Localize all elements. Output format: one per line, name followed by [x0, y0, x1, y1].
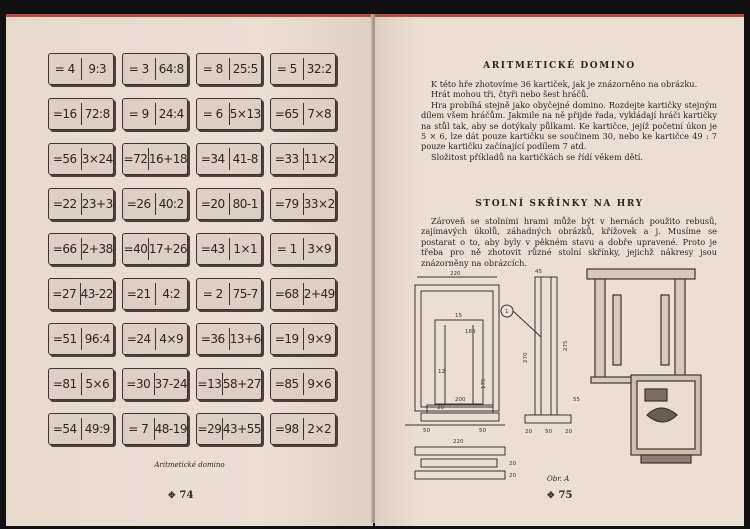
- domino-tile: [270, 413, 336, 445]
- domino-result: =40: [123, 242, 148, 256]
- domino-tile: [270, 53, 336, 85]
- domino-tile: [270, 143, 336, 175]
- dim-side-20a: 20: [525, 429, 532, 435]
- figure-caption: Aritmetické domino: [154, 461, 225, 469]
- dim-plan-20b: 20: [509, 473, 516, 479]
- page-number-left: [168, 490, 193, 501]
- domino-result: =43: [200, 242, 225, 256]
- paragraph: Hra probíhá stejně jako obyčejné domino. Rozdejte kartičky stejným dílem všem hráčům. Jakmile na ně přijde řada, vykládají hráči kartičky na stůl tak, aby se dotýkaly půlkami. Ke kartičce, jejíž početní úkon je 5 × 6, lze dát pouze kartičku se součinem 30, nebo ke kartičce 49 : 7 pouze kartičku začínající podílem 7 atd.: [421, 99, 717, 152]
- domino-expression: 3×24: [81, 152, 113, 166]
- domino-tile: [196, 278, 262, 310]
- domino-tile: [196, 368, 262, 400]
- domino-expression: 25:5: [232, 62, 258, 76]
- dim-center-15: 15: [455, 313, 462, 319]
- domino-tile: [48, 188, 114, 220]
- domino-expression: 2+49: [303, 287, 335, 301]
- domino-expression: 43+55: [222, 422, 261, 436]
- domino-result: =36: [200, 332, 225, 346]
- domino-expression: 96:4: [84, 332, 110, 346]
- domino-expression: 1×1: [233, 242, 258, 256]
- domino-result: =81: [52, 377, 77, 391]
- domino-result: =16: [52, 107, 77, 121]
- domino-tile: [48, 53, 114, 85]
- domino-tile: [196, 188, 262, 220]
- domino-tile: [122, 143, 188, 175]
- paragraph-domino-rules: [421, 79, 717, 162]
- domino-expression: 72:8: [84, 107, 110, 121]
- domino-tile: [48, 413, 114, 445]
- domino-result: =33: [274, 152, 299, 166]
- domino-result: =65: [274, 107, 299, 121]
- domino-tile: [196, 98, 262, 130]
- domino-tile: [122, 413, 188, 445]
- domino-tile: [196, 233, 262, 265]
- domino-result: =21: [126, 287, 151, 301]
- figure-label: Obr. A: [547, 475, 570, 483]
- domino-result: = 9: [128, 107, 149, 121]
- paragraph-skrinky: [421, 216, 717, 268]
- domino-expression: 5×6: [85, 377, 110, 391]
- domino-expression: 49:9: [84, 422, 110, 436]
- domino-result: =29: [197, 422, 222, 436]
- domino-tile: [196, 413, 262, 445]
- dim-center-180: 180: [465, 329, 476, 335]
- domino-result: =54: [52, 422, 77, 436]
- domino-result: =26: [126, 197, 151, 211]
- domino-expression: 23+3: [81, 197, 113, 211]
- domino-expression: 75-7: [232, 287, 258, 301]
- domino-expression: 64:8: [158, 62, 184, 76]
- domino-expression: 9×6: [307, 377, 332, 391]
- side-view-drawing: [501, 269, 580, 435]
- domino-result: = 6: [202, 107, 223, 121]
- ornament-icon: ✥: [168, 491, 176, 501]
- domino-tile: [48, 143, 114, 175]
- domino-expression: 9:3: [88, 62, 107, 76]
- domino-tile: [48, 323, 114, 355]
- domino-result: =24: [126, 332, 151, 346]
- domino-expression: 2×2: [307, 422, 332, 436]
- domino-result: = 5: [276, 62, 297, 76]
- domino-result: = 4: [54, 62, 75, 76]
- domino-tile: [122, 323, 188, 355]
- domino-tile: [270, 368, 336, 400]
- domino-result: =72: [123, 152, 148, 166]
- technical-drawings: [375, 265, 744, 505]
- domino-expression: 80-1: [232, 197, 258, 211]
- domino-result: = 7: [128, 422, 149, 436]
- domino-expression: 37-24: [154, 377, 187, 391]
- ornament-icon: ✥: [547, 491, 555, 501]
- dim-height-275: 275: [563, 340, 569, 351]
- right-page: [375, 14, 744, 526]
- domino-result: =79: [274, 197, 299, 211]
- domino-expression: 48-19: [154, 422, 187, 436]
- domino-tile: [122, 188, 188, 220]
- paragraph: Zároveň se stolními hrami může být v hernách použito rebusů, zajímavých úkolů, záhadných obrázků, křížovek a j. Musíme se postarat o to, aby byly v pěkném stavu a dobře upravené. Proto je třeba pro ně zhotovit různé stolní skřínky, jejichž nákresy jsou znázorněny na obrázcích.: [421, 216, 717, 268]
- heading-stolni-skrinky: STOLNÍ SKŘÍNKY NA HRY: [475, 199, 644, 209]
- dim-side-20b: 20: [565, 429, 572, 435]
- domino-result: =34: [200, 152, 225, 166]
- domino-tile: [122, 53, 188, 85]
- domino-tile: [196, 143, 262, 175]
- domino-result: =22: [52, 197, 77, 211]
- domino-result: =66: [52, 242, 77, 256]
- dim-bottom-50a: 50: [423, 428, 430, 434]
- domino-expression: 11×2: [303, 152, 335, 166]
- domino-result: =98: [274, 422, 299, 436]
- domino-expression: 16+18: [148, 152, 187, 166]
- paragraph: Hrát mohou tři, čtyři nebo šest hráčů.: [431, 89, 589, 100]
- dim-top-width: 220: [450, 271, 461, 277]
- domino-tile: [48, 368, 114, 400]
- left-page: [6, 14, 373, 526]
- domino-tile: [122, 368, 188, 400]
- domino-tile: [122, 278, 188, 310]
- domino-expression: 43-22: [80, 287, 113, 301]
- domino-expression: 4×9: [159, 332, 184, 346]
- domino-result: = 1: [276, 242, 297, 256]
- domino-expression: 5×13: [229, 107, 261, 121]
- heading-aritmeticke-domino: ARITMETICKÉ DOMINO: [483, 61, 636, 71]
- domino-expression: 3×9: [307, 242, 332, 256]
- domino-result: =20: [200, 197, 225, 211]
- page-number-right: [547, 490, 572, 501]
- domino-result: = 2: [202, 287, 223, 301]
- dim-bottom-50b: 50: [479, 428, 486, 434]
- dim-side-50: 50: [545, 429, 552, 435]
- domino-expression: 33×2: [303, 197, 335, 211]
- domino-tile: [196, 53, 262, 85]
- domino-expression: 7×8: [307, 107, 332, 121]
- dim-side-55: 55: [573, 397, 580, 403]
- domino-expression: 41-8: [232, 152, 258, 166]
- domino-tile: [196, 323, 262, 355]
- dim-base-200: 200: [455, 397, 466, 403]
- domino-result: = 8: [202, 62, 223, 76]
- paragraph: Složitost příkladů na kartičkách se řídí věkem dětí.: [431, 151, 643, 162]
- dim-height-12: 12: [438, 369, 445, 375]
- domino-result: =56: [52, 152, 77, 166]
- domino-tile: [48, 98, 114, 130]
- callout-number: 1: [505, 309, 509, 315]
- page-number-text: 75: [558, 490, 573, 501]
- domino-tile: [48, 278, 114, 310]
- dim-height-270: 270: [523, 352, 529, 363]
- plan-view-drawing: [415, 439, 516, 479]
- domino-expression: 13+6: [229, 332, 261, 346]
- domino-tile: [270, 188, 336, 220]
- dim-plan-220: 220: [453, 439, 464, 445]
- dim-side-top-45: 45: [535, 269, 542, 275]
- domino-result: =19: [274, 332, 299, 346]
- domino-tile: [270, 233, 336, 265]
- domino-expression: 24:4: [158, 107, 184, 121]
- page-number-text: 74: [179, 490, 194, 501]
- frame-sketch: [587, 269, 695, 383]
- dim-plan-20: 20: [509, 461, 516, 467]
- domino-expression: 58+27: [222, 377, 261, 391]
- dim-base-20: 20: [437, 405, 444, 411]
- domino-tile: [48, 233, 114, 265]
- domino-expression: 4:2: [162, 287, 181, 301]
- domino-result: =51: [52, 332, 77, 346]
- domino-result: =85: [274, 377, 299, 391]
- domino-tile: [270, 278, 336, 310]
- display-stand-sketch: [631, 375, 701, 463]
- domino-expression: 40:2: [158, 197, 184, 211]
- domino-expression: 32:2: [306, 62, 332, 76]
- dim-height-175: 175: [481, 378, 487, 389]
- domino-result: =27: [52, 287, 77, 301]
- domino-tile: [270, 98, 336, 130]
- domino-result: =30: [126, 377, 151, 391]
- domino-tile: [270, 323, 336, 355]
- paragraph: K této hře zhotovíme 36 kartiček, jak je znázorněno na obrázku.: [431, 79, 698, 89]
- domino-tile: [122, 233, 188, 265]
- domino-expression: 9×9: [307, 332, 332, 346]
- domino-tile: [122, 98, 188, 130]
- domino-expression: 2+38: [81, 242, 113, 256]
- front-view-drawing: [405, 271, 505, 434]
- domino-result: =13: [197, 377, 222, 391]
- domino-result: =68: [274, 287, 299, 301]
- domino-expression: 17+26: [148, 242, 187, 256]
- domino-result: = 3: [128, 62, 149, 76]
